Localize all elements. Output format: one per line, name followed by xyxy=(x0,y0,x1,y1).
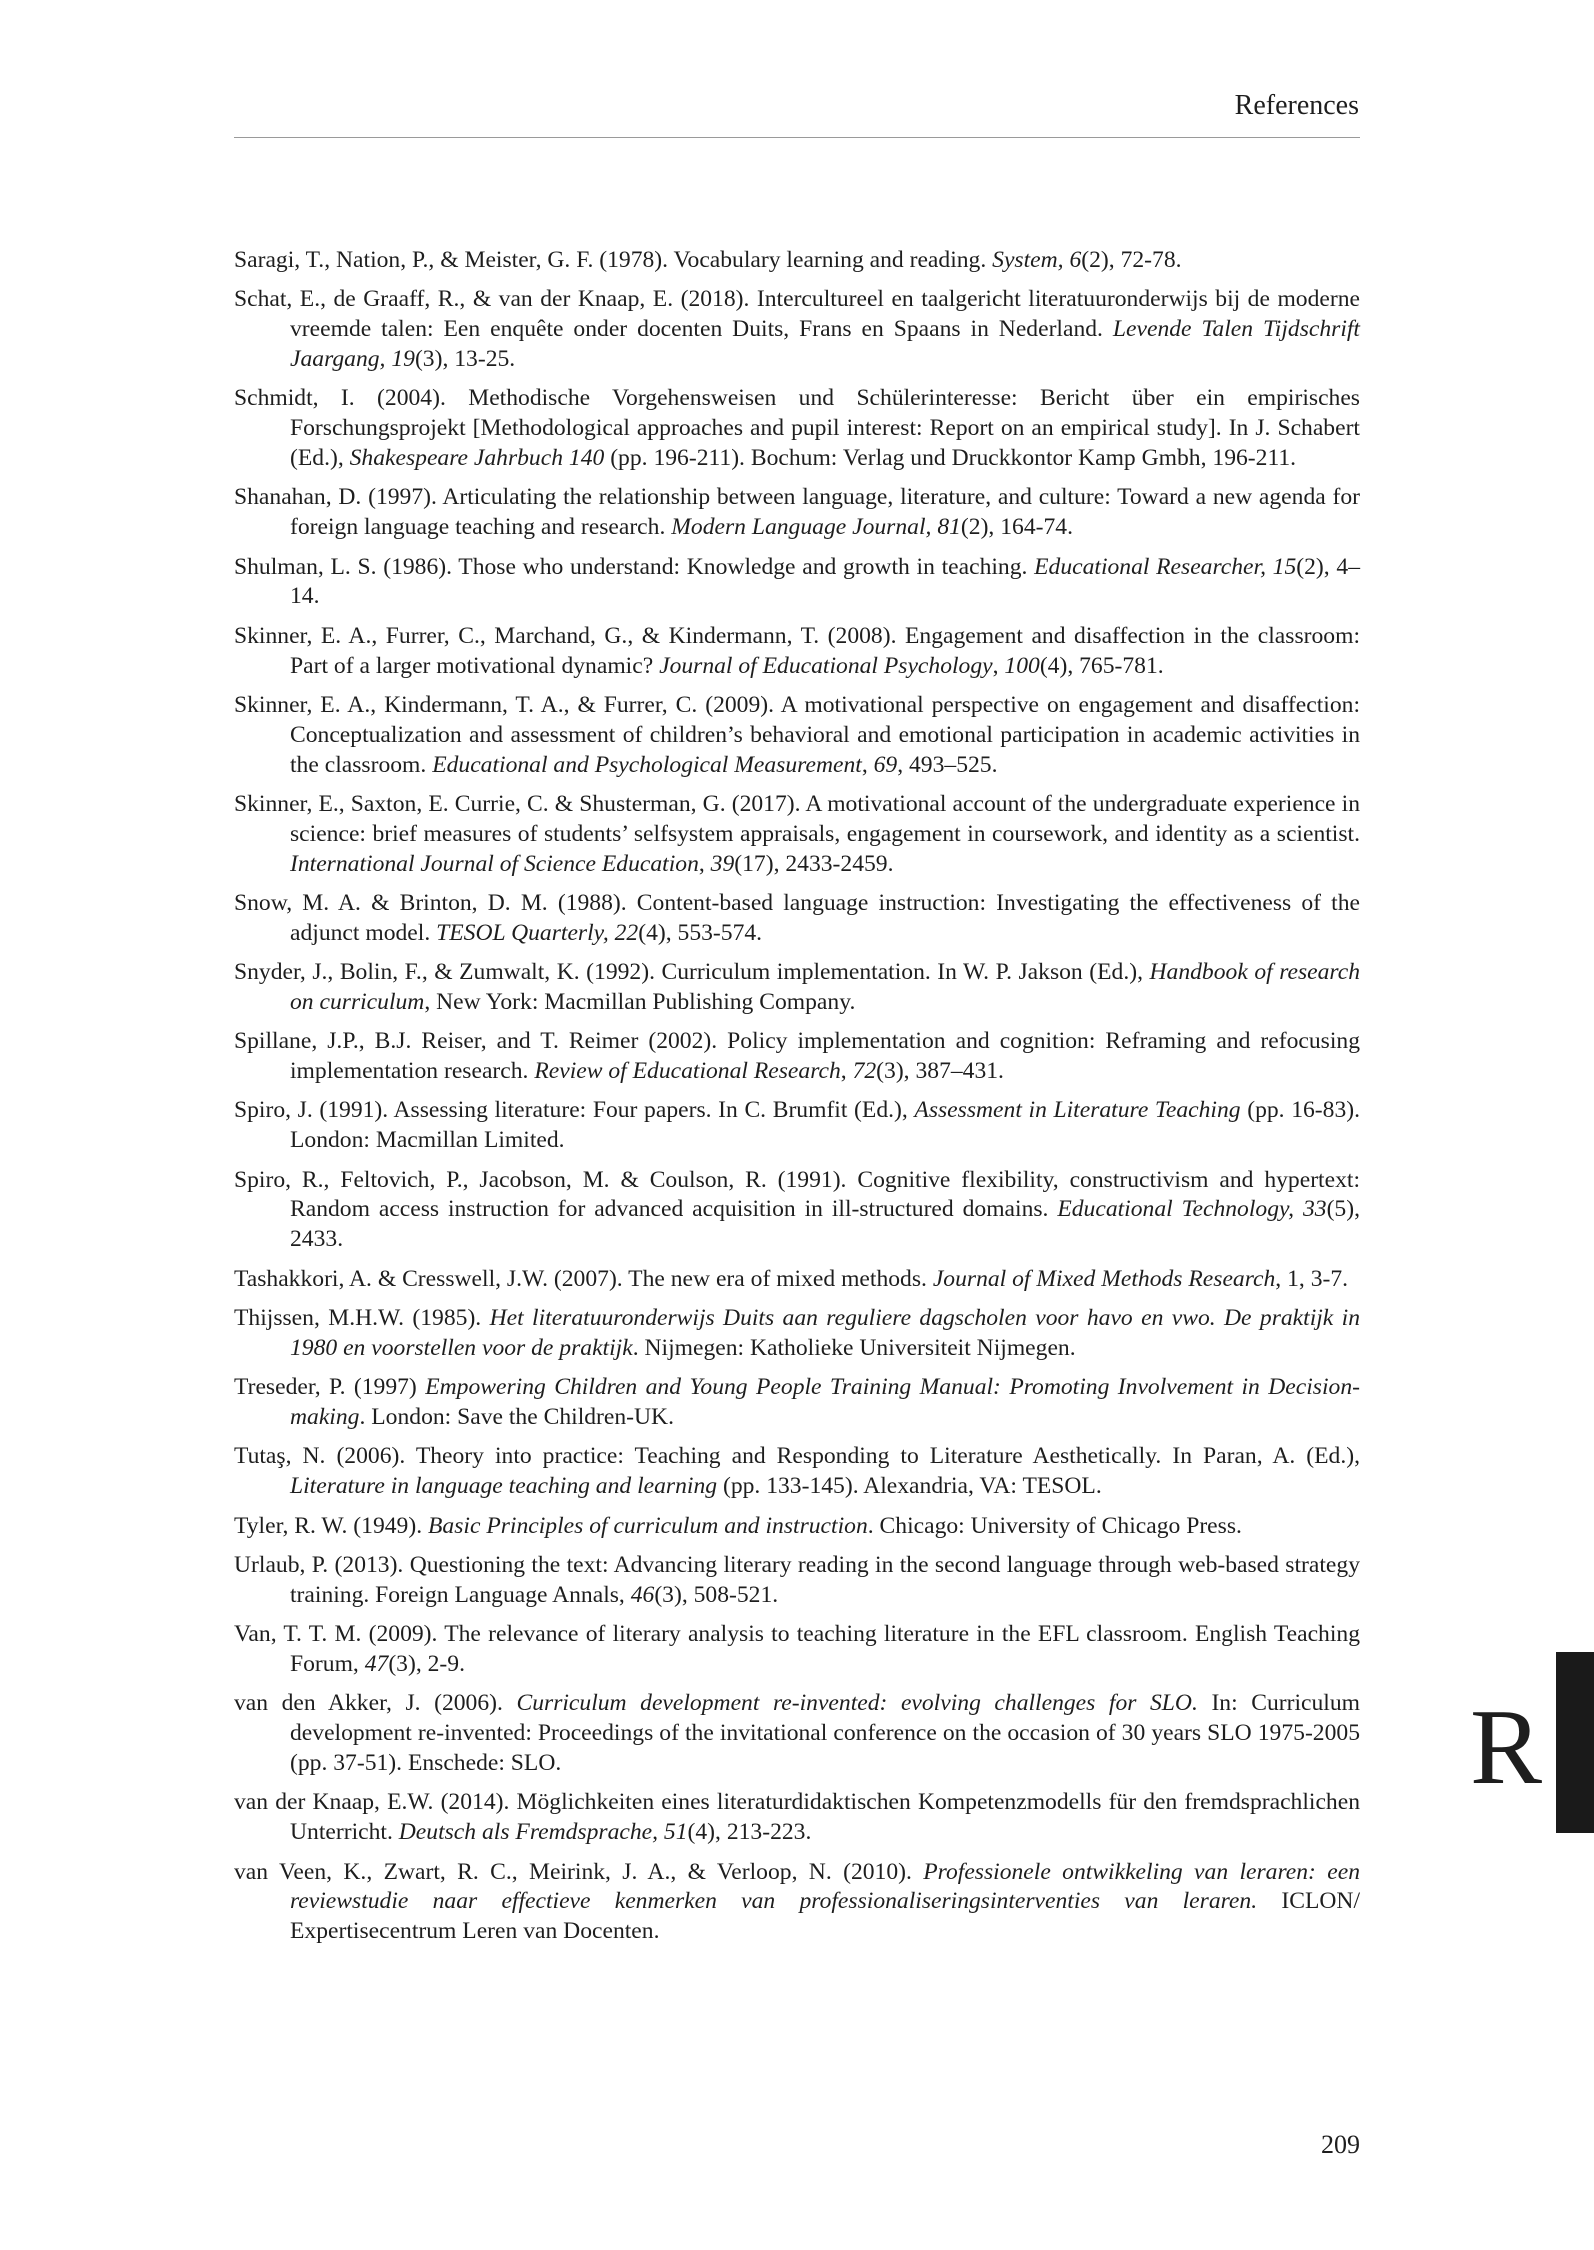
reference-text: Spiro, J. (1991). Assessing literature: Four papers. In C. Brumfit (Ed.), xyxy=(234,1097,915,1124)
reference-text: Schat, E., de Graaff, R., & van der Knaap, E. (2018). Intercultureel en taalgericht literatuuronderwijs bij de moderne vreemde talen: Een enquête onder docenten Duits, Frans en Spaans in Nederland. xyxy=(234,286,1360,343)
reference-entry xyxy=(234,889,1360,949)
reference-text: van Veen, K., Zwart, R. C., Meirink, J. A., & Verloop, N. (2010). xyxy=(234,1858,924,1885)
reference-text: (3), 13-25. xyxy=(414,345,516,372)
reference-text: (pp. 16-83). London: Macmillan Limited. xyxy=(290,1097,1361,1154)
reference-text: Snyder, J., Bolin, F., & Zumwalt, K. (1992). Curriculum implementation. In W. P. Jakson (Ed.), xyxy=(234,959,1150,986)
reference-text: Tashakkori, A. & Cresswell, J.W. (2007). The new era of mixed methods. xyxy=(234,1265,933,1292)
reference-text: Spillane, J.P., B.J. Reiser, and T. Reimer (2002). Policy implementation and cognition: Reframing and refocusing implementation research. xyxy=(234,1028,1360,1085)
reference-italic-text: 69 xyxy=(873,751,898,778)
reference-italic-text: 46 xyxy=(630,1581,655,1608)
reference-entry xyxy=(234,691,1360,780)
reference-entry xyxy=(234,483,1360,543)
reference-italic-text: Literature in language teaching and learning xyxy=(290,1473,718,1500)
reference-italic-text: Educational Technology, 33 xyxy=(1057,1196,1327,1223)
reference-text: Shulman, L. S. (1986). Those who understand: Knowledge and growth in teaching. xyxy=(234,553,1035,580)
reference-text: Skinner, E. A., Furrer, C., Marchand, G., & Kindermann, T. (2008). Engagement and disaffection in the classroom: Part of a larger motivational dynamic? xyxy=(234,622,1360,679)
reference-entry xyxy=(234,285,1360,374)
reference-text: Urlaub, P. (2013). Questioning the text: Advancing literary reading in the second language through web-based strategy training. Foreign Language Annals, xyxy=(234,1551,1360,1608)
reference-italic-text: Educational Researcher, 15 xyxy=(1034,553,1297,580)
running-header-title: References xyxy=(1234,90,1359,121)
reference-text: Thijssen, M.H.W. (1985). xyxy=(234,1305,490,1332)
reference-italic-text: Educational and Psychological Measurement xyxy=(432,751,862,778)
reference-italic-text: System, 6 xyxy=(992,247,1082,273)
reference-list xyxy=(234,246,1360,1957)
chapter-thumb-tab xyxy=(1556,1652,1594,1833)
reference-italic-text: Basic Principles of curriculum and instruction xyxy=(428,1512,868,1539)
reference-entry xyxy=(234,384,1360,473)
reference-text: . London: Save the Children-UK. xyxy=(359,1404,674,1430)
reference-entry xyxy=(234,1788,1360,1848)
reference-entry xyxy=(234,958,1360,1018)
reference-entry xyxy=(234,1304,1360,1364)
reference-text: Schmidt, I. (2004). Methodische Vorgehensweisen und Schülerinteresse: Bericht über ein empirisches Forschungsprojekt [Methodological approaches and pupil interest: Report on an empirical study]. In J. Schabert (Ed.), xyxy=(234,385,1360,471)
reference-text: (3), 508-521. xyxy=(654,1581,779,1608)
reference-text: , xyxy=(992,652,1005,679)
reference-text: (4), 553-574. xyxy=(638,919,763,946)
reference-italic-text: Modern Language Journal, 81 xyxy=(671,514,961,541)
reference-text: Tyler, R. W. (1949). xyxy=(234,1512,429,1539)
reference-entry xyxy=(234,1265,1360,1295)
reference-entry xyxy=(234,1096,1360,1156)
reference-italic-text: Professionele ontwikkeling van leraren: een reviewstudie naar effectieve kenmerken van professionaliseringsinterventies van leraren. xyxy=(290,1858,1361,1915)
reference-italic-text: Journal of Educational Psychology xyxy=(659,652,993,679)
reference-text: ICLON/ Expertisecentrum Leren van Docenten. xyxy=(290,1888,1360,1945)
reference-text: , 1, 3-7. xyxy=(1275,1265,1349,1292)
chapter-letter: R xyxy=(1470,1688,1543,1807)
reference-text: (2), 164-74. xyxy=(960,514,1073,541)
reference-text: (4), 213-223. xyxy=(687,1819,812,1846)
reference-text: Skinner, E. A., Kindermann, T. A., & Furrer, C. (2009). A motivational perspective on engagement and disaffection: Conceptualization and assessment of children’s behavioral and emotional participation in academic activities in the classroom. xyxy=(234,691,1360,778)
reference-entry xyxy=(234,1689,1360,1778)
reference-text: van der Knaap, E.W. (2014). Möglichkeiten eines literaturdidaktischen Kompetenzmodells für den fremdsprachlichen Unterricht. xyxy=(234,1789,1360,1846)
reference-text: Treseder, P. (1997) xyxy=(234,1374,426,1401)
reference-text: , xyxy=(840,1058,853,1085)
reference-entry xyxy=(234,622,1360,682)
reference-text: . Nijmegen: Katholieke Universiteit Nijmegen. xyxy=(632,1334,1076,1361)
reference-text: (2), 4–14. xyxy=(290,553,1360,610)
reference-text: (5), 2433. xyxy=(290,1196,1360,1253)
reference-italic-text: Empowering Children and Young People Training Manual: Promoting Involvement in Decision-making xyxy=(290,1374,1360,1430)
reference-entry xyxy=(234,1166,1360,1255)
reference-entry xyxy=(234,1442,1360,1502)
reference-italic-text: Handbook of research on curriculum xyxy=(290,959,1360,1015)
reference-italic-text: 100 xyxy=(1004,652,1040,679)
reference-text: (3), 387–431. xyxy=(876,1058,1004,1085)
reference-text: , 493–525. xyxy=(897,751,998,778)
reference-italic-text: International Journal of Science Education xyxy=(290,850,699,877)
reference-italic-text: 72 xyxy=(852,1058,877,1085)
reference-entry xyxy=(234,553,1360,613)
reference-text: (pp. 133-145). Alexandria, VA: TESOL. xyxy=(717,1473,1102,1500)
reference-text: (pp. 196-211). Bochum: Verlag und Druckkontor Kamp Gmbh, 196-211. xyxy=(604,444,1297,471)
page-number: 209 xyxy=(1321,2130,1360,2159)
reference-entry xyxy=(234,1373,1360,1433)
reference-entry xyxy=(234,1858,1360,1947)
reference-entry xyxy=(234,1551,1360,1611)
reference-entry xyxy=(234,1512,1360,1542)
reference-text: Shanahan, D. (1997). Articulating the relationship between language, literature, and culture: Toward a new agenda for foreign language teaching and research. xyxy=(234,484,1360,541)
reference-text: Snow, M. A. & Brinton, D. M. (1988). Content-based language instruction: Investigating the effectiveness of the adjunct model. xyxy=(234,889,1360,946)
reference-entry xyxy=(234,246,1360,276)
reference-text: (17), 2433-2459. xyxy=(734,850,894,877)
reference-text: Spiro, R., Feltovich, P., Jacobson, M. & Coulson, R. (1991). Cognitive flexibility, constructivism and hypertext: Random access instruction for advanced acquisition in ill-structured domains. xyxy=(234,1166,1360,1223)
reference-italic-text: 39 xyxy=(710,850,735,877)
reference-entry xyxy=(234,1027,1360,1087)
reference-text: In: Curriculum development re-invented: Proceedings of the invitational conference on the occasion of 30 years SLO 1975-2005 (pp. 37-51). Enschede: SLO. xyxy=(290,1690,1361,1776)
reference-italic-text: Deutsch als Fremdsprache, 51 xyxy=(398,1819,688,1846)
reference-italic-text: 47 xyxy=(364,1650,389,1677)
reference-italic-text: Review of Educational Research xyxy=(534,1058,841,1085)
reference-italic-text: Assessment in Literature Teaching xyxy=(914,1097,1241,1124)
reference-text: , xyxy=(698,850,711,877)
reference-italic-text: Curriculum development re-invented: evolving challenges for SLO. xyxy=(516,1690,1198,1717)
reference-text: Saragi, T., Nation, P., & Meister, G. F. (1978). Vocabulary learning and reading. xyxy=(234,247,993,273)
reference-text: (3), 2-9. xyxy=(388,1650,465,1677)
reference-text: (4), 765-781. xyxy=(1039,652,1164,679)
reference-text: van den Akker, J. (2006). xyxy=(234,1690,517,1717)
reference-text: Van, T. T. M. (2009). The relevance of literary analysis to teaching literature in the EFL classroom. English Teaching Forum, xyxy=(234,1621,1360,1677)
reference-text: . Chicago: University of Chicago Press. xyxy=(867,1512,1242,1539)
reference-text: , New York: Macmillan Publishing Company. xyxy=(424,988,856,1015)
header-divider xyxy=(234,137,1360,138)
reference-text: Skinner, E., Saxton, E. Currie, C. & Shusterman, G. (2017). A motivational account of the undergraduate experience in science: brief measures of students’ selfsystem appraisals, engagement in coursework, and identity as a scientist. xyxy=(234,790,1360,847)
reference-italic-text: Het literatuuronderwijs Duits aan reguliere dagscholen voor havo en vwo. De praktijk in 1980 en voorstellen voor de praktijk xyxy=(290,1305,1361,1361)
reference-text: Tutaş, N. (2006). Theory into practice: Teaching and Responding to Literature Aesthetically. In Paran, A. (Ed.), xyxy=(234,1443,1360,1470)
reference-entry xyxy=(234,1620,1360,1680)
reference-text: (2), 72-78. xyxy=(1081,247,1182,273)
reference-italic-text: Levende Talen Tijdschrift Jaargang, 19 xyxy=(290,316,1360,372)
reference-text: , xyxy=(861,751,874,778)
reference-entry xyxy=(234,790,1360,879)
reference-italic-text: TESOL Quarterly, 22 xyxy=(436,919,639,946)
reference-italic-text: Shakespeare Jahrbuch 140 xyxy=(349,444,605,471)
reference-italic-text: Journal of Mixed Methods Research xyxy=(932,1265,1276,1292)
